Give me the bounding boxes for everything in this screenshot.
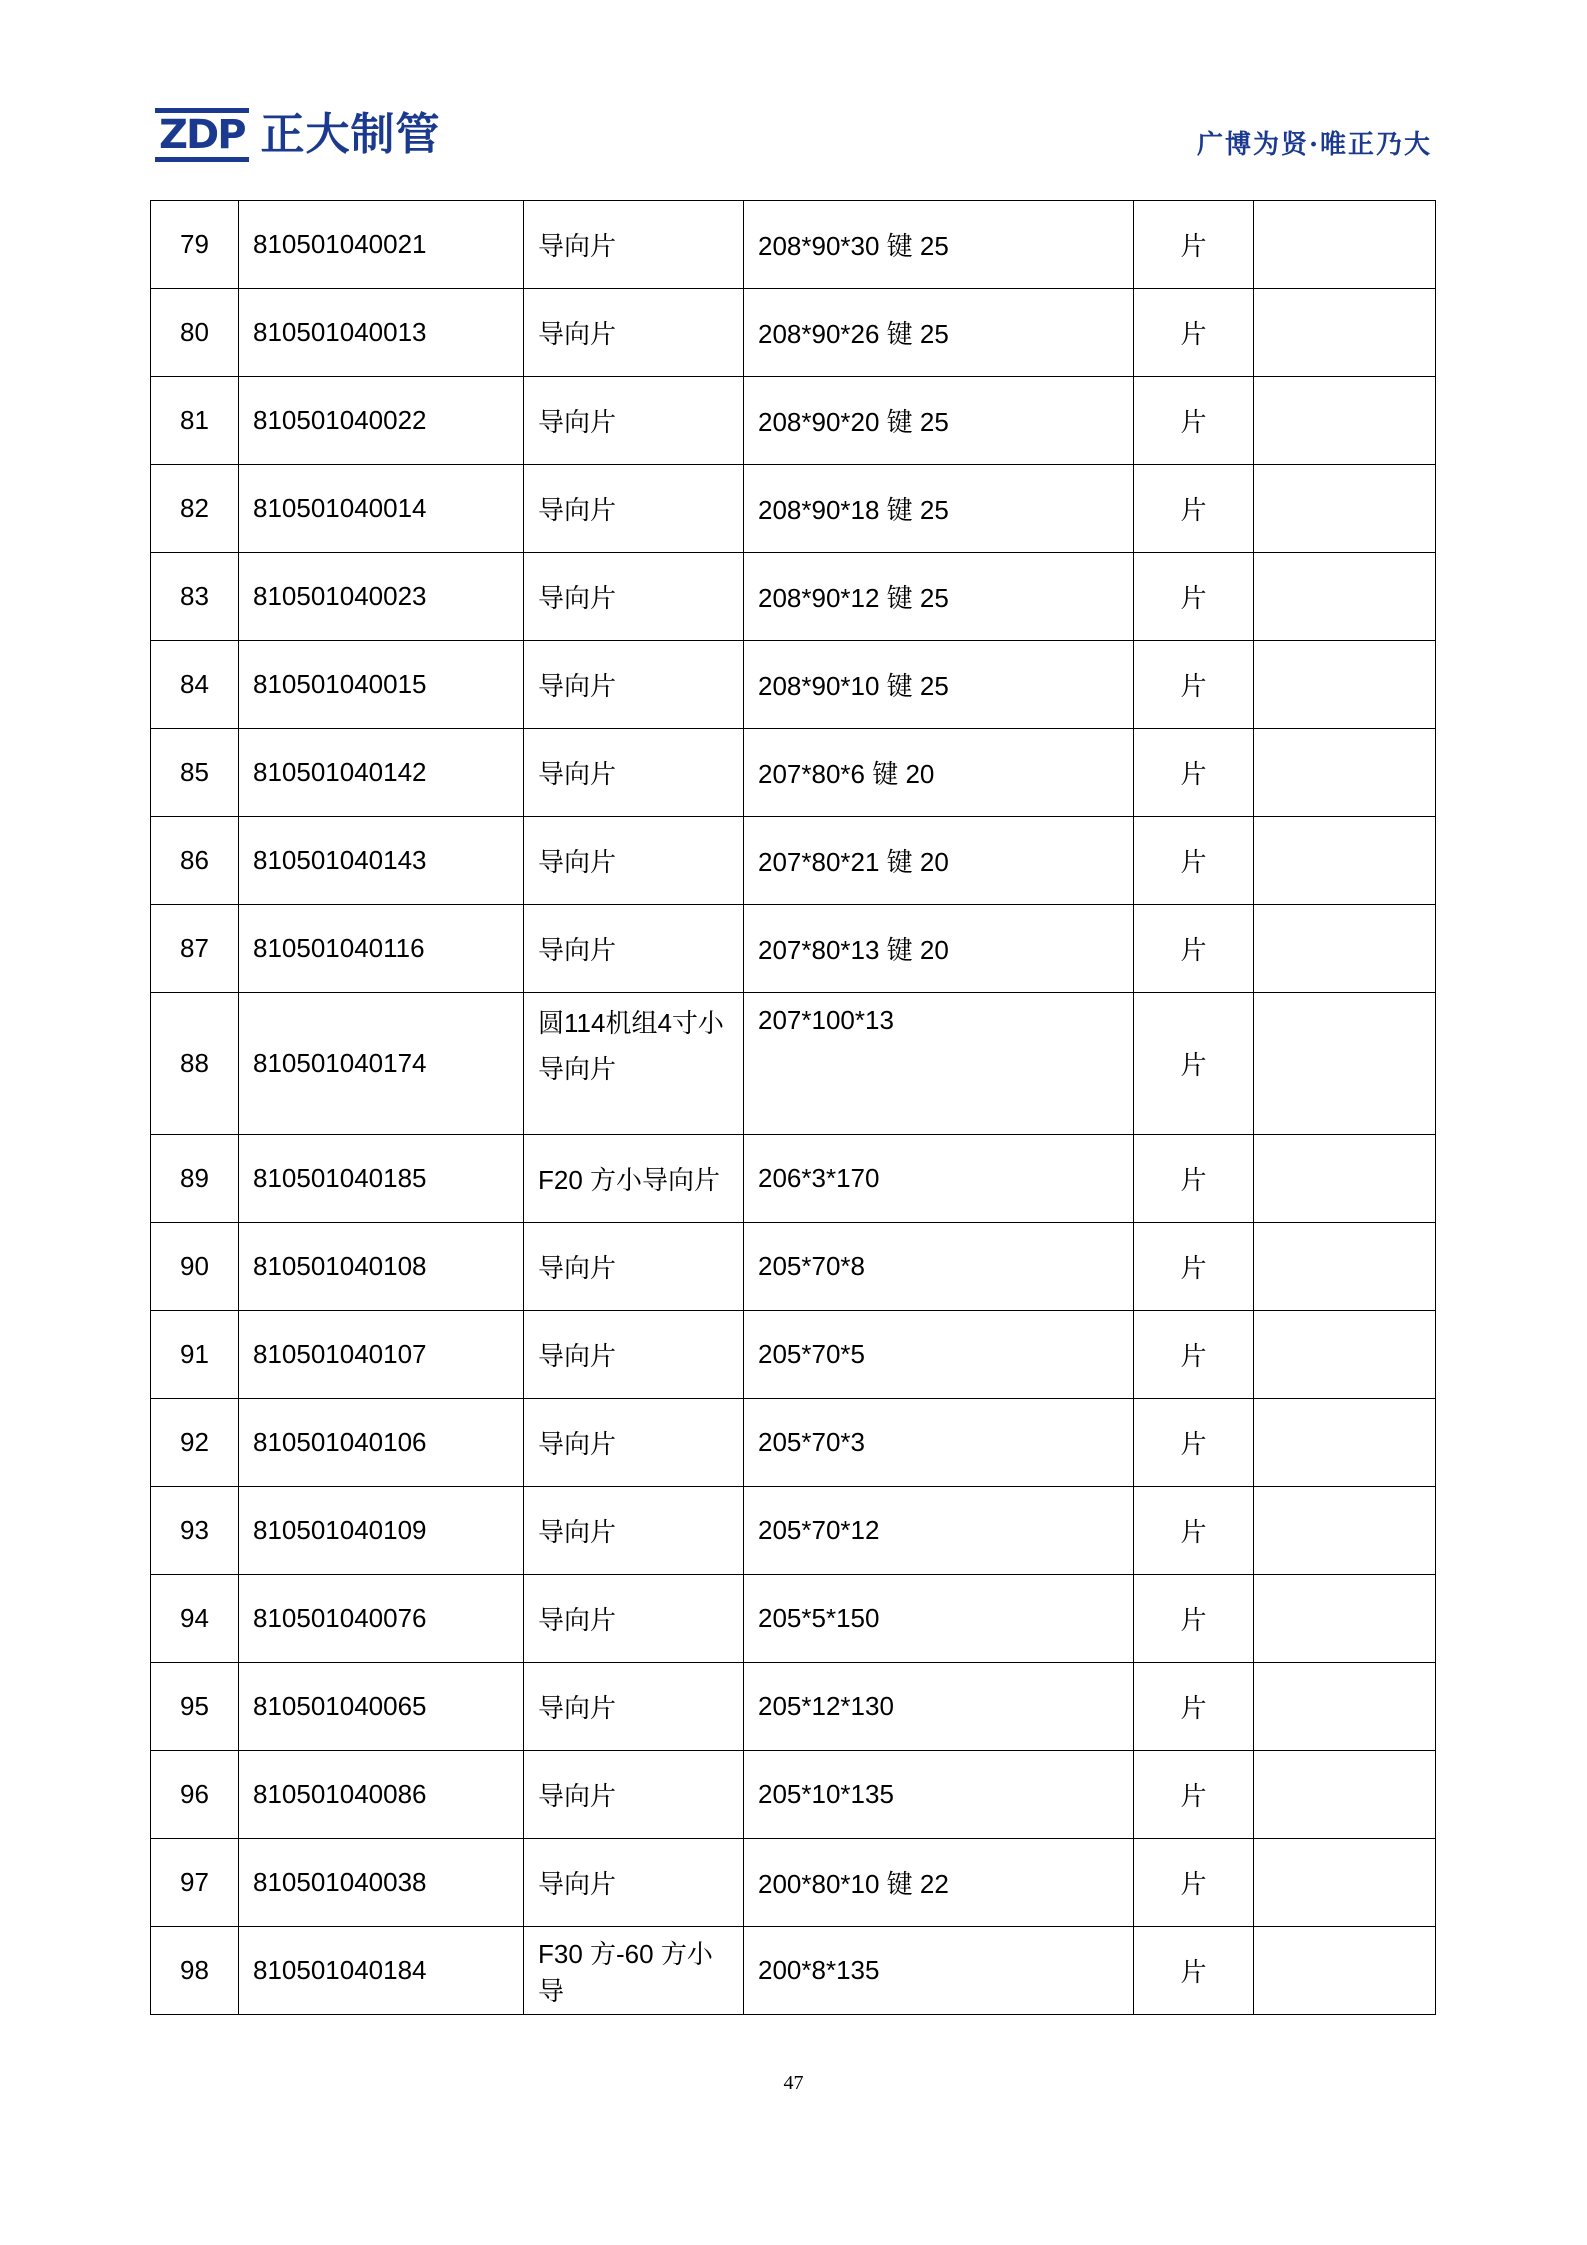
table-row — [151, 1751, 1436, 1839]
row-code: 810501040038 — [239, 1839, 524, 1927]
row-code: 810501040014 — [239, 465, 524, 553]
row-code: 810501040174 — [239, 993, 524, 1135]
row-index: 86 — [151, 817, 239, 905]
row-unit: 片 — [1134, 817, 1254, 905]
row-index: 88 — [151, 993, 239, 1135]
table-row — [151, 729, 1436, 817]
table-row — [151, 1223, 1436, 1311]
row-spec: 207*80*6 键 20 — [744, 729, 1134, 817]
row-remark — [1254, 1223, 1436, 1311]
row-index: 95 — [151, 1663, 239, 1751]
company-logo — [155, 108, 441, 162]
row-code: 810501040142 — [239, 729, 524, 817]
row-code: 810501040184 — [239, 1927, 524, 2015]
row-spec: 205*10*135 — [744, 1751, 1134, 1839]
row-unit: 片 — [1134, 1487, 1254, 1575]
parts-table-body — [151, 201, 1436, 2015]
row-unit: 片 — [1134, 905, 1254, 993]
row-code: 810501040185 — [239, 1135, 524, 1223]
row-spec: 200*8*135 — [744, 1927, 1134, 2015]
row-spec: 205*70*8 — [744, 1223, 1134, 1311]
row-name: 导向片 — [524, 1575, 744, 1663]
row-unit: 片 — [1134, 201, 1254, 289]
row-code: 810501040116 — [239, 905, 524, 993]
row-unit: 片 — [1134, 1927, 1254, 2015]
row-remark — [1254, 817, 1436, 905]
row-unit: 片 — [1134, 1663, 1254, 1751]
row-index: 79 — [151, 201, 239, 289]
row-remark — [1254, 465, 1436, 553]
row-unit: 片 — [1134, 1575, 1254, 1663]
row-remark — [1254, 1135, 1436, 1223]
row-remark — [1254, 1399, 1436, 1487]
row-index: 83 — [151, 553, 239, 641]
row-code: 810501040086 — [239, 1751, 524, 1839]
row-name-line1: 圆114机组4寸小 — [538, 1008, 724, 1038]
row-spec: 208*90*10 键 25 — [744, 641, 1134, 729]
row-unit: 片 — [1134, 1223, 1254, 1311]
row-name: 导向片 — [524, 1751, 744, 1839]
row-code: 810501040021 — [239, 201, 524, 289]
table-row — [151, 905, 1436, 993]
row-name: 导向片 — [524, 465, 744, 553]
row-name: 导向片 — [524, 1399, 744, 1487]
row-code: 810501040065 — [239, 1663, 524, 1751]
table-row — [151, 1399, 1436, 1487]
row-code: 810501040022 — [239, 377, 524, 465]
row-remark — [1254, 1575, 1436, 1663]
row-spec: 205*70*5 — [744, 1311, 1134, 1399]
row-remark — [1254, 993, 1436, 1135]
row-remark — [1254, 289, 1436, 377]
row-code: 810501040143 — [239, 817, 524, 905]
row-index: 84 — [151, 641, 239, 729]
row-name: 导向片 — [524, 553, 744, 641]
row-name: 导向片 — [524, 1839, 744, 1927]
row-unit: 片 — [1134, 1399, 1254, 1487]
row-index: 87 — [151, 905, 239, 993]
row-unit: 片 — [1134, 1135, 1254, 1223]
row-index: 97 — [151, 1839, 239, 1927]
logo-mark-zdp: ZDP — [155, 108, 249, 162]
row-spec: 205*12*130 — [744, 1663, 1134, 1751]
row-remark — [1254, 1663, 1436, 1751]
table-row — [151, 993, 1436, 1135]
table-row — [151, 377, 1436, 465]
row-unit: 片 — [1134, 1751, 1254, 1839]
row-index: 80 — [151, 289, 239, 377]
row-code: 810501040109 — [239, 1487, 524, 1575]
row-unit: 片 — [1134, 377, 1254, 465]
table-row — [151, 201, 1436, 289]
row-spec: 208*90*18 键 25 — [744, 465, 1134, 553]
row-code: 810501040106 — [239, 1399, 524, 1487]
row-remark — [1254, 377, 1436, 465]
row-unit: 片 — [1134, 553, 1254, 641]
row-index: 91 — [151, 1311, 239, 1399]
row-index: 98 — [151, 1927, 239, 2015]
company-slogan: 广博为贤·唯正乃大 — [1196, 130, 1432, 160]
table-row — [151, 1839, 1436, 1927]
row-code: 810501040076 — [239, 1575, 524, 1663]
row-spec: 206*3*170 — [744, 1135, 1134, 1223]
row-name: 导向片 — [524, 201, 744, 289]
row-unit: 片 — [1134, 289, 1254, 377]
row-spec: 207*100*13 — [744, 993, 1134, 1135]
row-code: 810501040023 — [239, 553, 524, 641]
row-remark — [1254, 1311, 1436, 1399]
row-unit: 片 — [1134, 465, 1254, 553]
row-name: 导向片 — [524, 289, 744, 377]
row-remark — [1254, 905, 1436, 993]
row-spec: 208*90*30 键 25 — [744, 201, 1134, 289]
row-name — [524, 993, 744, 1135]
row-name: 导向片 — [524, 729, 744, 817]
row-name: 导向片 — [524, 1311, 744, 1399]
table-row — [151, 1487, 1436, 1575]
row-spec: 208*90*12 键 25 — [744, 553, 1134, 641]
row-index: 93 — [151, 1487, 239, 1575]
row-spec: 200*80*10 键 22 — [744, 1839, 1134, 1927]
row-spec: 205*70*12 — [744, 1487, 1134, 1575]
row-unit: 片 — [1134, 729, 1254, 817]
row-remark — [1254, 553, 1436, 641]
table-row — [151, 1311, 1436, 1399]
row-spec: 205*5*150 — [744, 1575, 1134, 1663]
row-spec: 207*80*21 键 20 — [744, 817, 1134, 905]
row-index: 96 — [151, 1751, 239, 1839]
row-code: 810501040015 — [239, 641, 524, 729]
row-index: 89 — [151, 1135, 239, 1223]
row-index: 90 — [151, 1223, 239, 1311]
row-name: 导向片 — [524, 1223, 744, 1311]
row-code: 810501040013 — [239, 289, 524, 377]
row-index: 81 — [151, 377, 239, 465]
row-unit: 片 — [1134, 993, 1254, 1135]
row-name: 导向片 — [524, 817, 744, 905]
row-remark — [1254, 1927, 1436, 2015]
table-row — [151, 641, 1436, 729]
row-name-line2: 导向片 — [538, 1053, 617, 1084]
page-header — [0, 108, 1587, 178]
table-row — [151, 1135, 1436, 1223]
row-spec: 205*70*3 — [744, 1399, 1134, 1487]
row-unit: 片 — [1134, 1839, 1254, 1927]
page-number: 47 — [783, 2072, 804, 2094]
row-unit: 片 — [1134, 1311, 1254, 1399]
row-name: 导向片 — [524, 1663, 744, 1751]
row-remark — [1254, 729, 1436, 817]
row-name: 导向片 — [524, 905, 744, 993]
row-code: 810501040107 — [239, 1311, 524, 1399]
row-spec: 208*90*20 键 25 — [744, 377, 1134, 465]
row-name: 导向片 — [524, 1487, 744, 1575]
row-index: 94 — [151, 1575, 239, 1663]
row-spec: 207*80*13 键 20 — [744, 905, 1134, 993]
row-remark — [1254, 1839, 1436, 1927]
table-row — [151, 465, 1436, 553]
row-index: 92 — [151, 1399, 239, 1487]
table-row — [151, 289, 1436, 377]
row-spec: 208*90*26 键 25 — [744, 289, 1134, 377]
table-row — [151, 553, 1436, 641]
row-name: 导向片 — [524, 641, 744, 729]
logo-company-name: 正大制管 — [260, 109, 441, 160]
row-remark — [1254, 201, 1436, 289]
table-row — [151, 1575, 1436, 1663]
row-unit: 片 — [1134, 641, 1254, 729]
row-name: F20 方小导向片 — [524, 1135, 744, 1223]
row-name: F30 方-60 方小导 — [524, 1927, 744, 2015]
row-remark — [1254, 1751, 1436, 1839]
table-row — [151, 1927, 1436, 2015]
table-row — [151, 817, 1436, 905]
row-remark — [1254, 1487, 1436, 1575]
parts-table-container — [150, 200, 1435, 2015]
table-row — [151, 1663, 1436, 1751]
row-name: 导向片 — [524, 377, 744, 465]
row-remark — [1254, 641, 1436, 729]
row-code: 810501040108 — [239, 1223, 524, 1311]
parts-table — [150, 200, 1436, 2015]
row-index: 82 — [151, 465, 239, 553]
row-index: 85 — [151, 729, 239, 817]
